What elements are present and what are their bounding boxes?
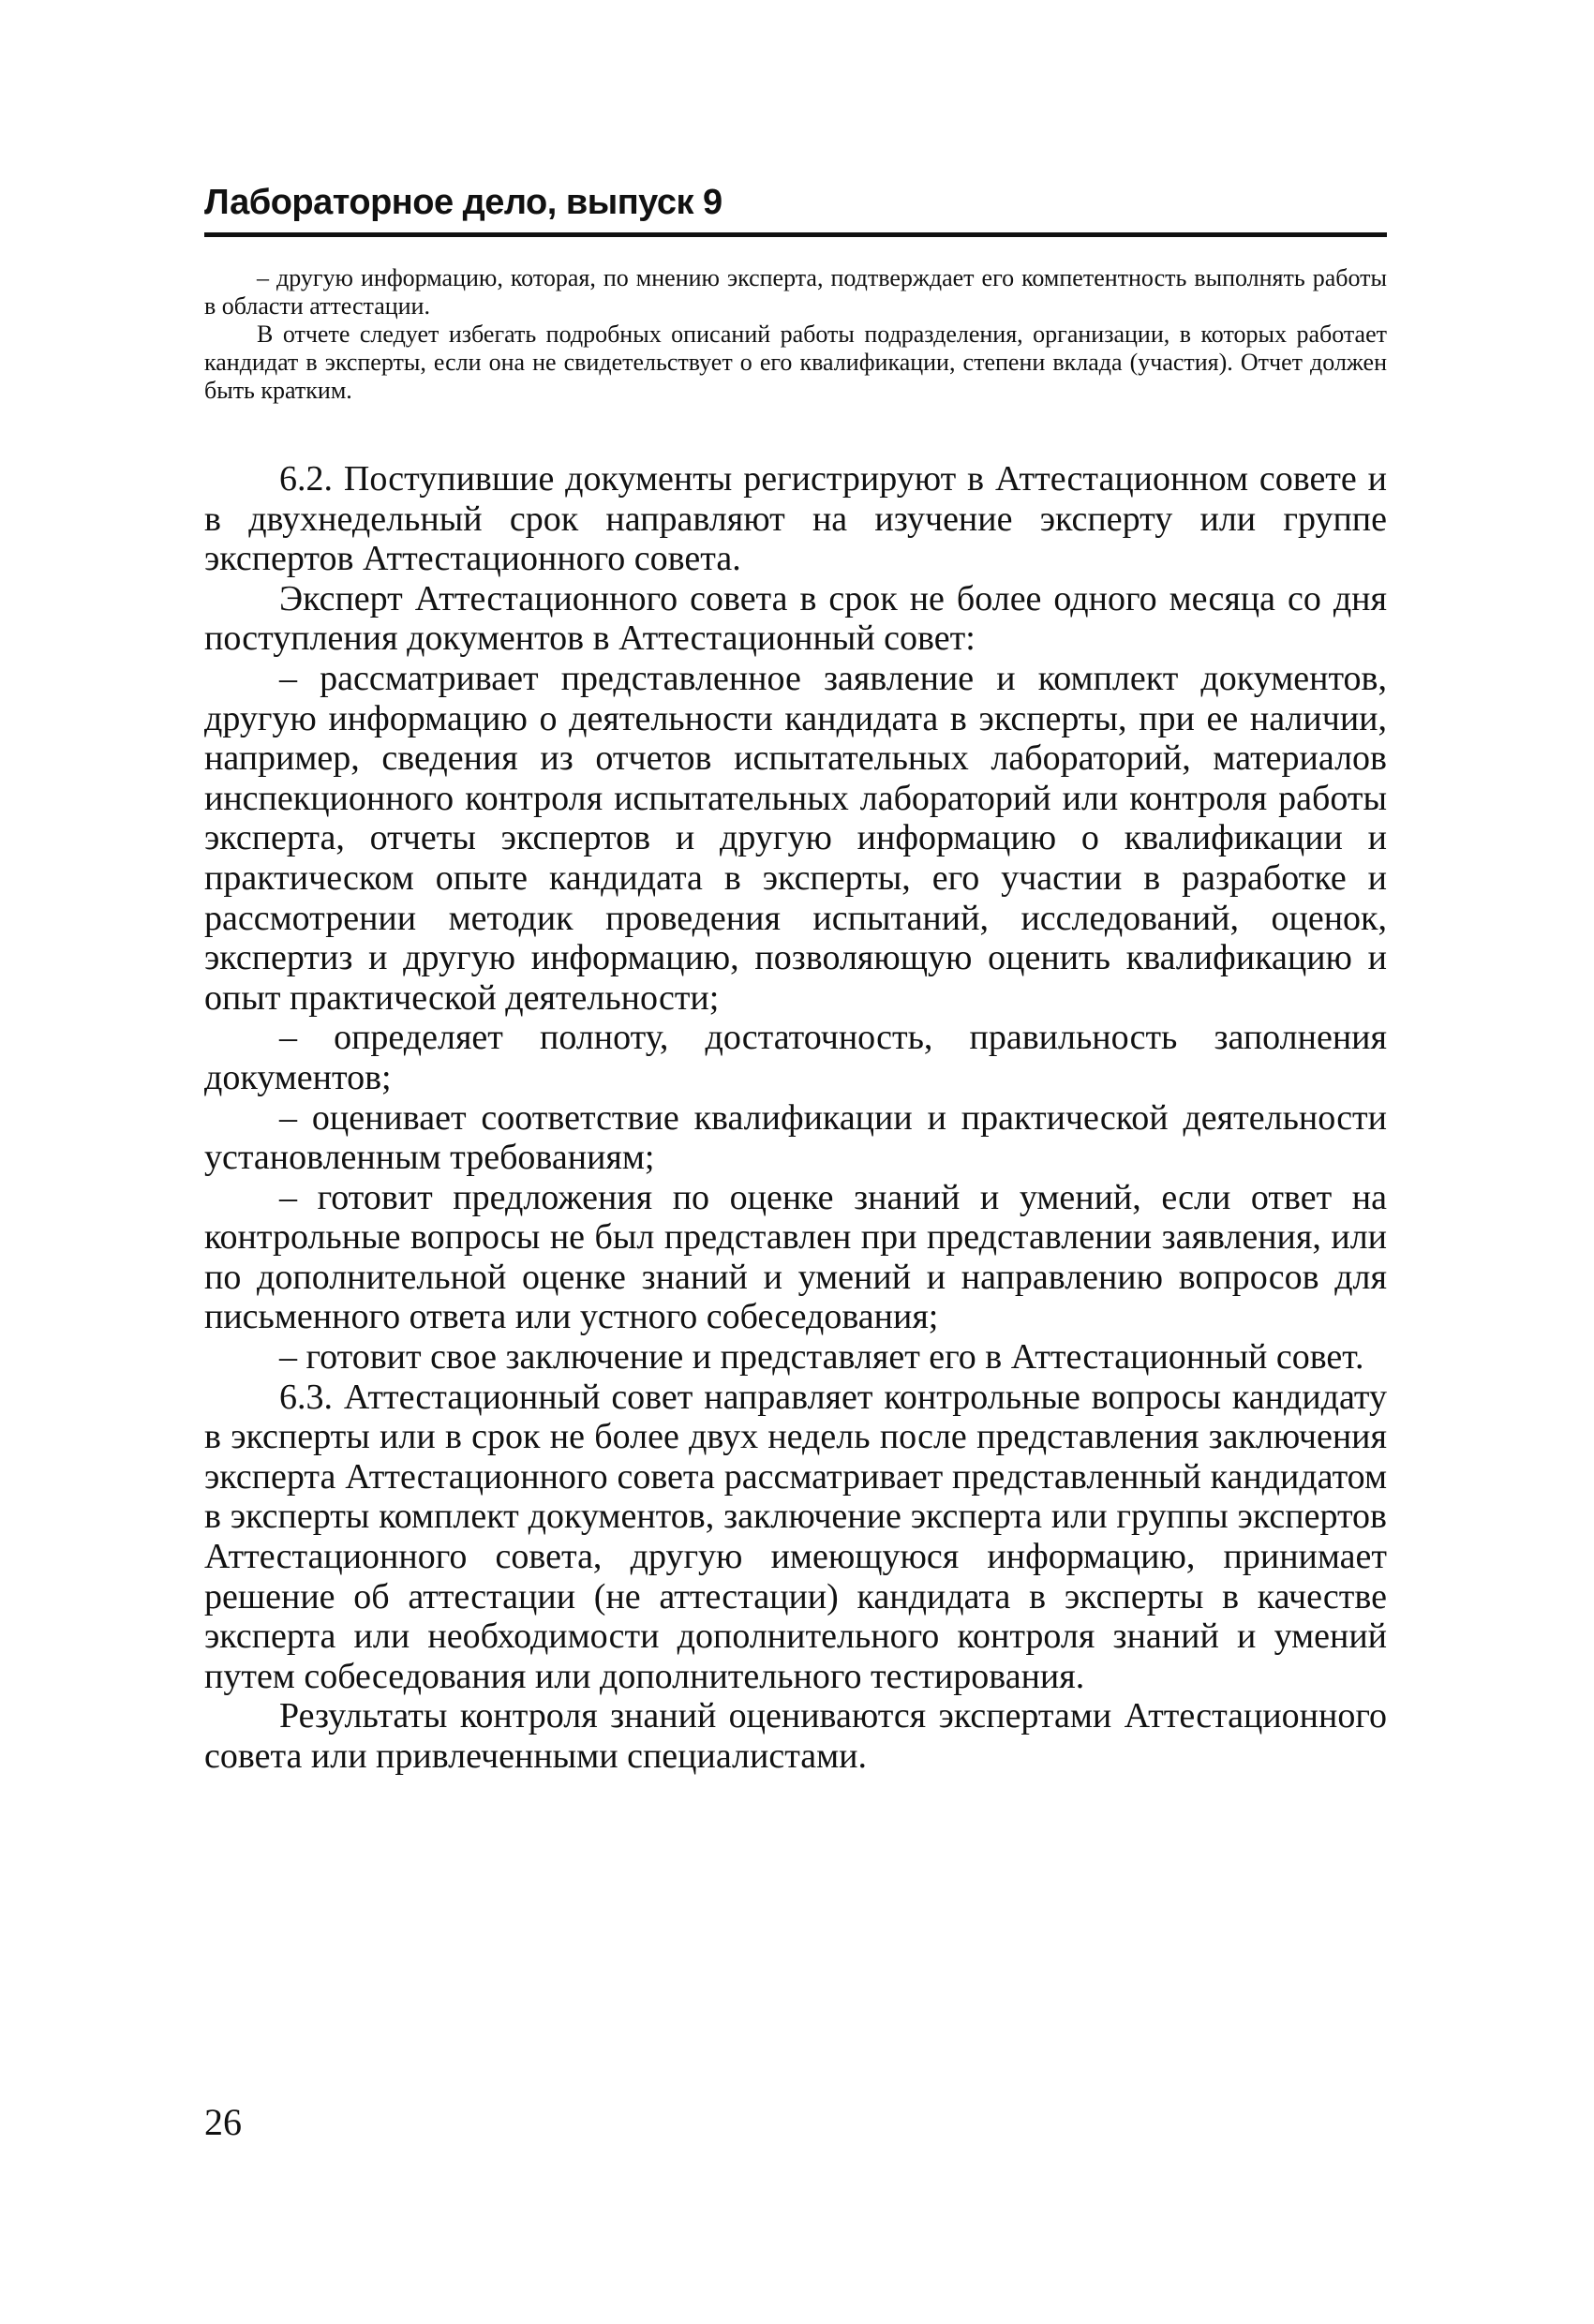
page-number: 26 <box>204 2101 242 2143</box>
main-paragraph: – оценивает соответствие квалификации и практической деятельности установленным требованиям; <box>204 1097 1387 1178</box>
main-paragraph: Эксперт Аттестационного совета в срок не более одного месяца со дня поступления документов в Аттестационный совет: <box>204 578 1387 659</box>
main-paragraph: – рассматривает представленное заявление и комплект документов, другую информацию о деятельности кандидата в эксперты, при ее наличии, например, сведения из отчетов испытательных лабораторий, материалов инспекционного контроля испытательных лабораторий или контроля работы эксперта, отчеты экспертов и другую информацию о квалификации и практическом опыте кандидата в эксперты, его участии в разработке и рассмотрении методик проведения испытаний, исследований, оценок, экспертиз и другую информацию, позволяющую оценить квалификацию и опыт практической деятельности; <box>204 658 1387 1018</box>
main-paragraph: 6.2. Поступившие документы регистрируют в Аттестационном совете и в двухнедельный срок направляют на изучение эксперту или группе экспертов Аттестационного совета. <box>204 459 1387 579</box>
main-paragraph: – готовит свое заключение и представляет его в Аттестационный совет. <box>279 1337 1364 1378</box>
main-text-block <box>204 459 1387 1777</box>
main-paragraph: – готовит предложения по оценке знаний и умений, если ответ на контрольные вопросы не был представлен при представлении заявления, или по дополнительной оценке знаний и умений и направлению вопросов для письменного ответа или устного собеседования; <box>204 1177 1387 1337</box>
running-header-title: Лабораторное дело, выпуск 9 <box>204 183 723 222</box>
small-paragraph: В отчете следует избегать подробных описаний работы подразделения, организации, в которых работает кандидат в эксперты, если она не свидетельствует о его квалификации, степени вклада (участия). Отчет должен быть кратким. <box>204 320 1387 404</box>
main-paragraph: 6.3. Аттестационный совет направляет контрольные вопросы кандидату в эксперты или в срок не более двух недель после представления заключения эксперта Аттестационного совета рассматривает представленный кандидатом в эксперты комплект документов, заключение эксперта или группы экспертов Аттестационного совета, другую имеющуюся информацию, принимает решение об аттестации (не аттестации) кандидата в эксперты в качестве эксперта или необходимости дополнительного контроля знаний и умений путем собеседования или дополнительного тестирования. <box>204 1377 1387 1696</box>
main-paragraph: Результаты контроля знаний оцениваются экспертами Аттестационного совета или привлеченными специалистами. <box>204 1696 1387 1776</box>
running-header <box>204 180 1387 237</box>
main-paragraph: – определяет полноту, достаточность, правильность заполнения документов; <box>204 1018 1387 1097</box>
small-text-block <box>204 264 1387 405</box>
small-paragraph: – другую информацию, которая, по мнению эксперта, подтверждает его компетентность выполнять работы в области аттестации. <box>204 264 1387 320</box>
header-rule <box>204 232 1387 237</box>
